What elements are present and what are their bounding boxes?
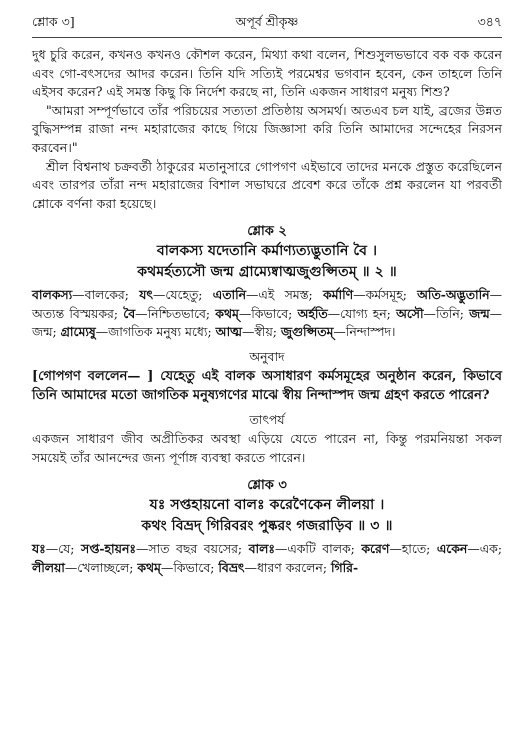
synonym-meaning: —এই সমস্ত; [246,287,313,303]
synonym-word: যঃ [32,541,46,557]
synonym-word: অর্হতি [297,305,328,321]
synonym-meaning: —সাত বছর বয়সের; [135,541,243,557]
header-chapter-title: অপূর্ব শ্রীকৃষ্ণ [235,14,299,29]
header-verse-ref: শ্লোক ৩] [32,14,75,29]
synonym-meaning: —কিভাবে; [238,305,293,321]
synonym-word: কর্মাণি [323,287,354,303]
commentary-paragraph: শ্রীল বিশ্বনাথ চক্রবর্তী ঠাকুরের মতানুসারে গোপগণ এইভাবে তাদের মনকে প্রস্তুত করেছিলেন এবং তারপর তাঁরা নন্দ মহারাজের বিশাল সভাঘরে প্রবেশ করে তাঁকে প্রশ্ন করলেন যা পরবর্তী শ্লোকে বর্ণনা করা হয়েছে। [32,158,502,211]
synonym-meaning: —কর্মসমূহ; [353,287,407,303]
synonym-word: আত্ম [215,324,242,340]
verse-3-line-2: কথং বিভ্রদ্ গিরিবরং পুষ্করং গজরাড়িব ॥ ৩ ॥ [141,518,393,535]
verse-3-heading: শ্লোক ৩ [247,478,287,494]
purport-heading: তাৎপর্য [249,411,285,427]
synonym-word: একেন [436,541,468,557]
continued-paragraph: দুধ চুরি করেন, কখনও কখনও কৌশল করেন, মিথ্যা কথা বলেন, শিশুসুলভভাবে বক বক করেন এবং গো-বৎসদের আদর করেন। তিনি যদি সত্যিই পরমেশ্বর ভগবান হবেন, কেন তাহলে তিনি এইসব করেন? এই সমস্ত কিছু কি নির্দেশ করছে না, তিনি একজন সাধারণ মনুষ্য শিশু? [32,47,502,100]
quote-paragraph: "আমরা সম্পূর্ণভাবে তাঁর পরিচয়ের সত্যতা প্রতিষ্ঠায় অসমর্থ। অতএব চল যাই, ব্রজের উন্নত বুদ্ধিসম্পন্ন রাজা নন্দ মহারাজের কাছে গিয়ে জিজ্ঞাসা করি তিনি আমাদের সন্দেহের নিরসন করবেন।" [32,102,502,155]
synonym-word: সপ্ত-হায়নঃ [81,541,136,557]
verse-2-line-2: কথমর্হত্যসৌ জন্ম গ্রাম্যেষ্বাত্মজুগুপ্সিতম্ ॥ ২ ॥ [137,264,397,281]
purport-text: একজন সাধারণ জীব অপ্রীতিকর অবস্থা এড়িয়ে যেতে পারেন না, কিন্তু পরমনিয়ন্তা সকল সময়েই তাঁর আনন্দের জন্য পূর্ণাঙ্গ ব্যবস্থা করতে পারেন। [32,430,502,465]
synonym-word: বালকস্য [32,287,73,303]
verse-2-synonyms [32,286,502,341]
synonym-meaning: —খেলাচ্ছলে; [64,559,134,575]
synonym-meaning: —নিশ্চিতভাবে; [135,305,211,321]
verse-3-synonyms [32,540,502,577]
synonym-meaning: —একটি বালক; [274,541,355,557]
synonym-meaning: —নিন্দাস্পদ। [333,324,396,340]
translation-heading: অনুবাদ [249,348,285,364]
synonym-word: জুগুপ্সিতম্ [280,324,334,340]
synonym-meaning: —যে; [45,541,75,557]
synonym-word: বালঃ [248,541,275,557]
page-header [32,14,502,38]
synonym-word: লীলয়া [32,559,65,575]
synonym-word: বৈ [123,305,136,321]
synonym-meaning: —হাতে; [389,541,431,557]
synonym-meaning: —যেহেতু; [152,287,203,303]
synonym-meaning: —কিভাবে; [160,559,215,575]
synonym-meaning: —স্বীয়; [241,324,277,340]
verse-2-line-1: বালকস্য যদেতানি কর্মাণ্যত্যদ্ভুতানি বৈ । [156,243,378,260]
synonym-meaning: —অত্যন্ত বিস্ময়কর; [32,287,502,321]
synonym-word: অতি-অদ্ভুতানি [417,287,490,303]
verse-3-line-1: যঃ সপ্তহায়নো বালঃ করেণৈকেন লীলয়া । [149,497,385,514]
synonym-meaning: —এক; [467,541,502,557]
synonym-word: কথম্ [137,559,161,575]
synonym-word: এতানি [212,287,247,303]
synonym-meaning: —তিনি; [423,305,464,321]
synonym-meaning: —ধারণ করলেন; [244,559,327,575]
synonym-meaning: —যোগ্য হন; [327,305,391,321]
verse-2-heading: শ্লোক ২ [247,224,287,240]
synonym-word: জন্ম [469,305,490,321]
synonym-word: যৎ [139,287,153,303]
synonym-word: গ্রাম্যেষু [60,324,96,340]
page-number: ৩৪৭ [477,14,502,29]
synonym-word: বিভ্রৎ [218,559,245,575]
synonym-meaning: —জন্ম; [32,305,502,340]
book-page [32,14,502,577]
synonym-meaning: —জাগতিক মনুষ্য মধ্যে; [95,324,212,340]
synonym-meaning: —বালকের; [72,287,129,303]
synonym-word: অসৌ [396,305,424,321]
translation-text: [গোপগণ বললেন— ] যেহেতু এই বালক অসাধারণ কর্মসমূহের অনুষ্ঠান করেন, কিভাবে তিনি আমাদের মতো জাগতিক মনুষ্যগণের মাঝে স্বীয় নিন্দাস্পদ জন্ম গ্রহণ করতে পারেন? [32,368,502,403]
synonym-word: কথম্ [215,305,239,321]
synonym-word: গিরি- [330,559,359,575]
synonym-word: করেণ [361,541,390,557]
